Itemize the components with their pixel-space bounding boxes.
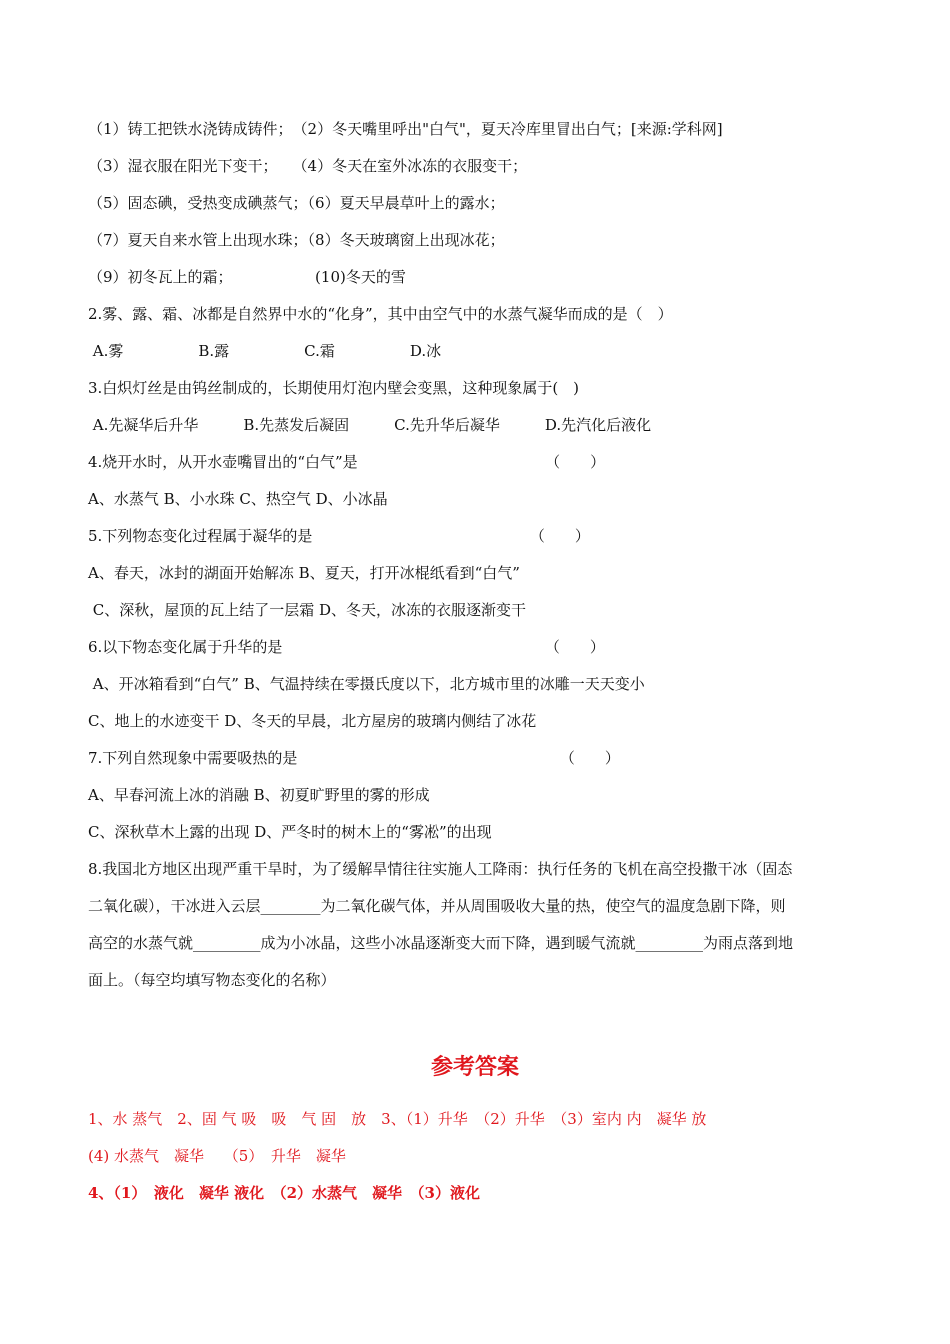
answer-line-2: (4) 水蒸气 凝华 （5） 升华 凝华: [88, 1147, 346, 1165]
question-8-line-1: 8.我国北方地区出现严重干旱时，为了缓解旱情往往实施人工降雨：执行任务的飞机在高空投撒干冰（固态: [88, 860, 793, 878]
question-7-options-cd: C、深秋草木上露的出现 D、严冬时的树木上的“雾凇”的出现: [88, 823, 492, 841]
question-3-options: A.先凝华后升华 B.先蒸发后凝固 C.先升华后凝华 D.先汽化后液化: [88, 416, 652, 434]
question-6-options-cd: C、地上的水迹变干 D、冬天的早晨，北方屋房的玻璃内侧结了冰花: [88, 712, 537, 730]
question-5-options-ab: A、春天，冰封的湖面开始解冻 B、夏天，打开冰棍纸看到“白气”: [88, 564, 520, 582]
question-3: 3.白炽灯丝是由钨丝制成的，长期使用灯泡内壁会变黑，这种现象属于( ): [88, 379, 580, 397]
answer-line-3: 4、（1） 液化 凝华 液化 （2）水蒸气 凝华 （3）液化: [88, 1184, 480, 1202]
text-line-2: （3）湿衣服在阳光下变干； （4）冬天在室外冰冻的衣服变干；: [88, 157, 528, 175]
question-5: 5.下列物态变化过程属于凝华的是 （ ）: [88, 527, 590, 545]
question-8-line-3: 高空的水蒸气就_________成为小冰晶，这些小冰晶逐渐变大而下降，遇到暖气流就_________为雨点落到地: [88, 934, 794, 952]
question-4: 4.烧开水时，从开水壶嘴冒出的“白气”是 （ ）: [88, 453, 606, 471]
text-line-5: （9）初冬瓦上的霜； (10)冬天的雪: [88, 268, 406, 286]
question-8-line-4: 面上。（每空均填写物态变化的名称）: [88, 971, 336, 989]
answer-line-1: 1、水 蒸气 2、固 气 吸 吸 气 固 放 3、（1）升华 （2）升华 （3）室内 内 凝华 放: [88, 1110, 707, 1128]
question-6: 6.以下物态变化属于升华的是 （ ）: [88, 638, 605, 656]
question-2: 2.雾、露、霜、冰都是自然界中水的“化身”，其中由空气中的水蒸气凝华而成的是（ ）: [88, 305, 673, 323]
question-7-options-ab: A、早春河流上冰的消融 B、初夏旷野里的雾的形成: [88, 786, 430, 804]
text-line-4: （7）夏天自来水管上出现水珠；（8）冬天玻璃窗上出现冰花；: [88, 231, 505, 249]
text-line-3: （5）固态碘，受热变成碘蒸气；（6）夏天早晨草叶上的露水；: [88, 194, 505, 212]
question-4-options: A、水蒸气 B、小水珠 C、热空气 D、小冰晶: [88, 490, 388, 508]
question-6-options-ab: A、开冰箱看到“白气” B、气温持续在零摄氏度以下，北方城市里的冰雕一天天变小: [88, 675, 645, 693]
answers-title: 参考答案: [430, 1055, 519, 1080]
text-line-1: （1）铸工把铁水浇铸成铸件； （2）冬天嘴里呼出"白气"，夏天冷库里冒出白气；[来源:学科网]: [88, 120, 723, 138]
question-2-options: A.雾 B.露 C.霜 D.冰: [88, 342, 442, 360]
question-5-options-cd: C、深秋，屋顶的瓦上结了一层霜 D、冬天，冰冻的衣服逐渐变干: [88, 601, 527, 619]
question-8-line-2: 二氧化碳），干冰进入云层________为二氧化碳气体，并从周围吸收大量的热，使空气的温度急剧下降，则: [88, 897, 786, 915]
question-7: 7.下列自然现象中需要吸热的是 （ ）: [88, 749, 620, 767]
